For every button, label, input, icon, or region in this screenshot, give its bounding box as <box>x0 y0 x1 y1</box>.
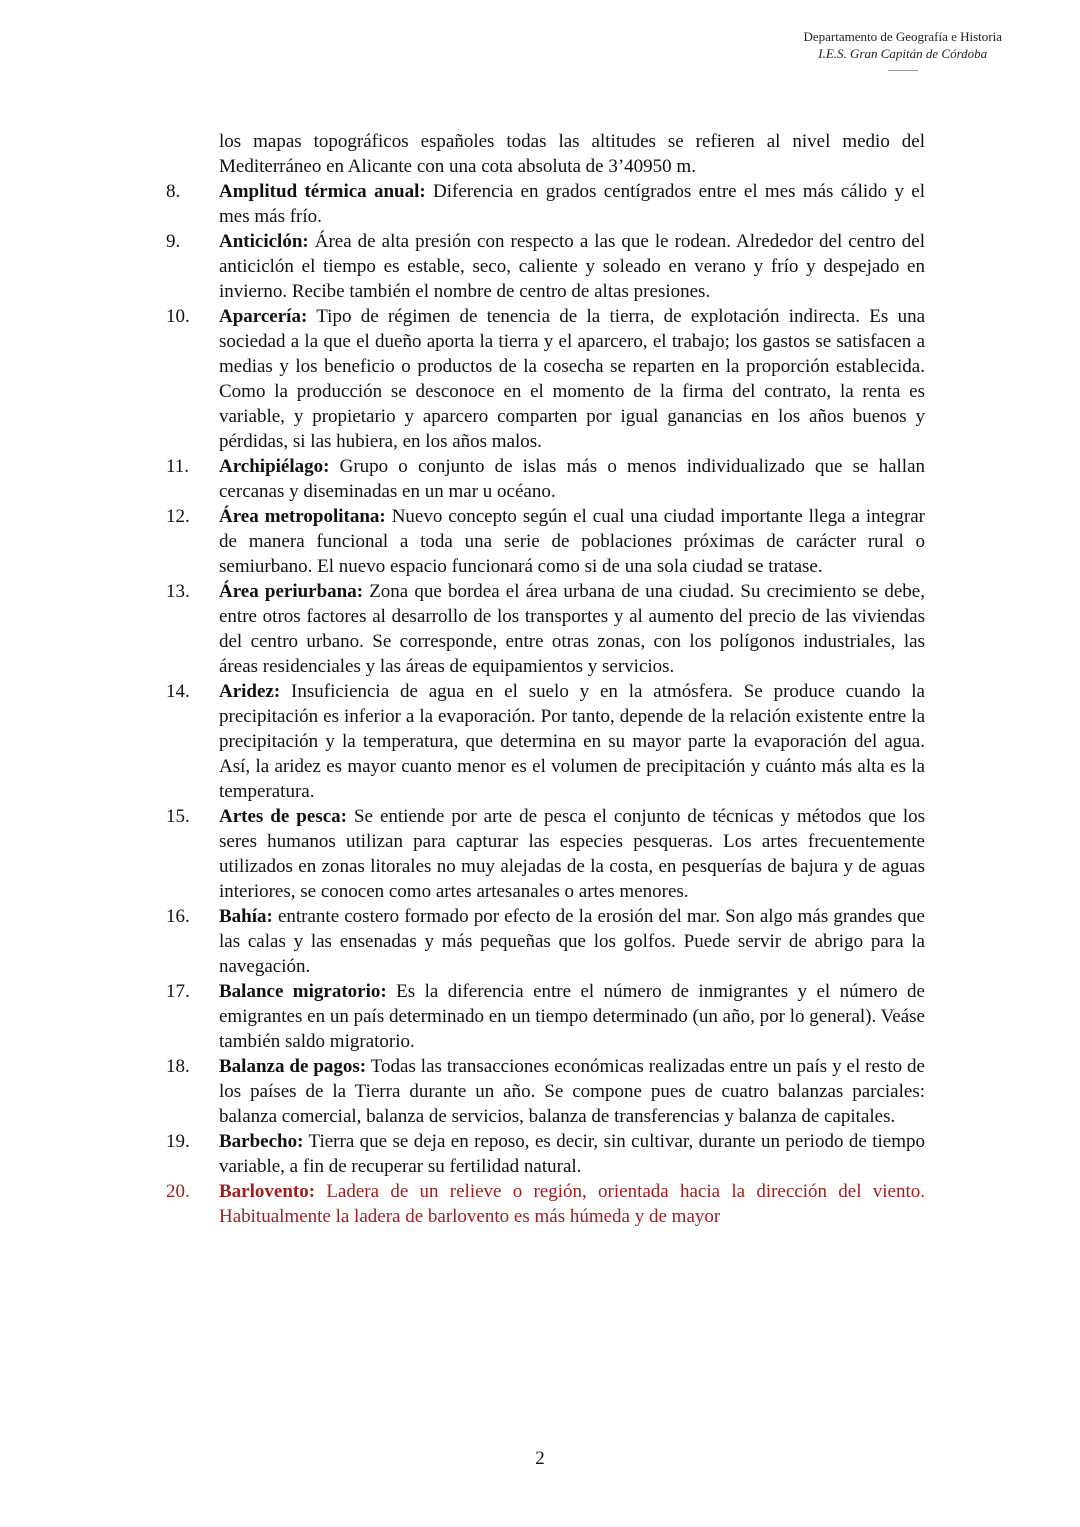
entry-definition: Área de alta presión con respecto a las que le rodean. Alrededor del centro del anticiclón el tiempo es estable, seco, caliente y soleado en verano y frío y despejado en invierno. Recibe también el nombre de centro de altas presiones. <box>219 231 925 302</box>
entry-definition: Se entiende por arte de pesca el conjunto de técnicas y métodos que los seres humanos utilizan para capturar las especies pesqueras. Los artes frecuentemente utilizados en zonas litorales no muy alejadas de la costa, en pesquerías de bajura y de aguas interiores, se conocen como artes artesanales o artes menores. <box>219 806 926 902</box>
entry-definition: Zona que bordea el área urbana de una ciudad. Su crecimiento se debe, entre otros factores al desarrollo de los transportes y al aumento del precio de las viviendas del centro urbano. Se corresponde, entre otras zonas, con los polígonos industriales, las áreas residenciales y las áreas de equipamientos y servicios. <box>219 581 925 677</box>
entry-definition: Tipo de régimen de tenencia de la tierra, de explotación indirecta. Es una sociedad a la que el dueño aporta la tierra y el aparcero, el trabajo; los gastos se satisfacen a medias y los beneficio o productos de la cosecha se reparten en la proporción establecida. Como la producción se desconoce en el momento de la firma del contrato, la renta es variable, y propietario y aparcero comparten por igual ganancias en los años buenos y pérdidas, si las hubiera, en los años malos. <box>219 306 925 452</box>
entry-number: 10. <box>166 306 190 327</box>
glossary-entry <box>166 304 925 454</box>
entry-number: 19. <box>166 1131 190 1152</box>
entry-definition: Tierra que se deja en reposo, es decir, sin cultivar, durante un periodo de tiempo variable, a fin de recuperar su fertilidad natural. <box>219 1131 925 1177</box>
entry-term: Área metropolitana: <box>219 506 386 527</box>
entry-number: 8. <box>166 181 181 202</box>
entry-term: Bahía: <box>219 906 273 927</box>
entry-number: 15. <box>166 806 190 827</box>
entry-definition: entrante costero formado por efecto de la erosión del mar. Son algo más grandes que las calas y las ensenadas y más pequeñas que los golfos. Puede servir de abrigo para la navegación. <box>219 906 925 977</box>
entry-definition: Es la diferencia entre el número de inmigrantes y el número de emigrantes en un país determinado en un tiempo determinado (un año, por lo general). Veáse también saldo migratorio. <box>219 981 925 1052</box>
entry-number: 17. <box>166 981 190 1002</box>
entry-number: 13. <box>166 581 190 602</box>
entry-number: 20. <box>166 1181 190 1202</box>
entry-definition: Diferencia en grados centígrados entre el mes más cálido y el mes más frío. <box>219 181 925 227</box>
entry-number: 11. <box>166 456 190 477</box>
entry-definition: Grupo o conjunto de islas más o menos individualizado que se hallan cercanas y diseminadas en un mar u océano. <box>219 456 925 502</box>
glossary-entry <box>166 904 925 979</box>
entry-term: Artes de pesca: <box>219 806 347 827</box>
continuation-text: los mapas topográficos españoles todas las altitudes se refieren al nivel medio del Mediterráneo en Alicante con una cota absoluta de 3’40950 m. <box>219 131 925 177</box>
entry-number: 18. <box>166 1056 190 1077</box>
glossary-entry <box>166 979 925 1054</box>
header-divider <box>888 70 918 71</box>
glossary-entry <box>166 679 925 804</box>
glossary-entry-highlighted <box>166 1179 925 1229</box>
entry-definition: Nuevo concepto según el cual una ciudad importante llega a integrar de manera funcional a toda una serie de poblaciones próximas de carácter rural o semiurbano. El nuevo espacio funcionará como si de una sola ciudad se tratase. <box>219 506 925 577</box>
entry-number: 12. <box>166 506 190 527</box>
page-header <box>803 28 1002 71</box>
entry-definition: Todas las transacciones económicas realizadas entre un país y el resto de los países de la Tierra durante un año. Se compone pues de cuatro balanzas parciales: balanza comercial, balanza de servicios, balanza de transferencias y balanza de capitales. <box>219 1056 925 1127</box>
glossary-entry <box>166 179 925 229</box>
department-name: Departamento de Geografía e Historia <box>803 29 1002 44</box>
entry-number: 14. <box>166 681 190 702</box>
entry-term: Amplitud térmica anual: <box>219 181 426 202</box>
entry-term: Aridez: <box>219 681 281 702</box>
glossary-entry <box>166 1129 925 1179</box>
entry-term: Archipiélago: <box>219 456 330 477</box>
glossary-entry <box>166 229 925 304</box>
entry-definition: Ladera de un relieve o región, orientada hacia la dirección del viento. Habitualmente la ladera de barlovento es más húmeda y de mayor <box>219 1181 925 1227</box>
glossary-entry <box>166 804 925 904</box>
entry-term: Barlovento: <box>219 1181 316 1202</box>
glossary-entry <box>166 504 925 579</box>
institution-name: I.E.S. Gran Capitán de Córdoba <box>818 46 988 61</box>
entry-term: Área periurbana: <box>219 581 364 602</box>
glossary-entry <box>166 1054 925 1129</box>
page-number: 2 <box>535 1448 545 1469</box>
entry-number: 16. <box>166 906 190 927</box>
entry-term: Aparcería: <box>219 306 308 327</box>
entry-term: Barbecho: <box>219 1131 304 1152</box>
continuation-paragraph <box>166 129 925 179</box>
glossary-entry <box>166 454 925 504</box>
entry-term: Balance migratorio: <box>219 981 387 1002</box>
entry-number: 9. <box>166 231 181 252</box>
glossary-entry <box>166 579 925 679</box>
entry-definition: Insuficiencia de agua en el suelo y en la atmósfera. Se produce cuando la precipitación es inferior a la evaporación. Por tanto, depende de la relación existente entre la precipitación y la temperatura, que determina en su mayor parte la evaporación del agua. Así, la aridez es mayor cuanto menor es el volumen de precipitación y cuánto más alta es la temperatura. <box>219 681 925 802</box>
entry-term: Balanza de pagos: <box>219 1056 367 1077</box>
entry-term: Anticiclón: <box>219 231 309 252</box>
glossary-content <box>166 129 925 1229</box>
